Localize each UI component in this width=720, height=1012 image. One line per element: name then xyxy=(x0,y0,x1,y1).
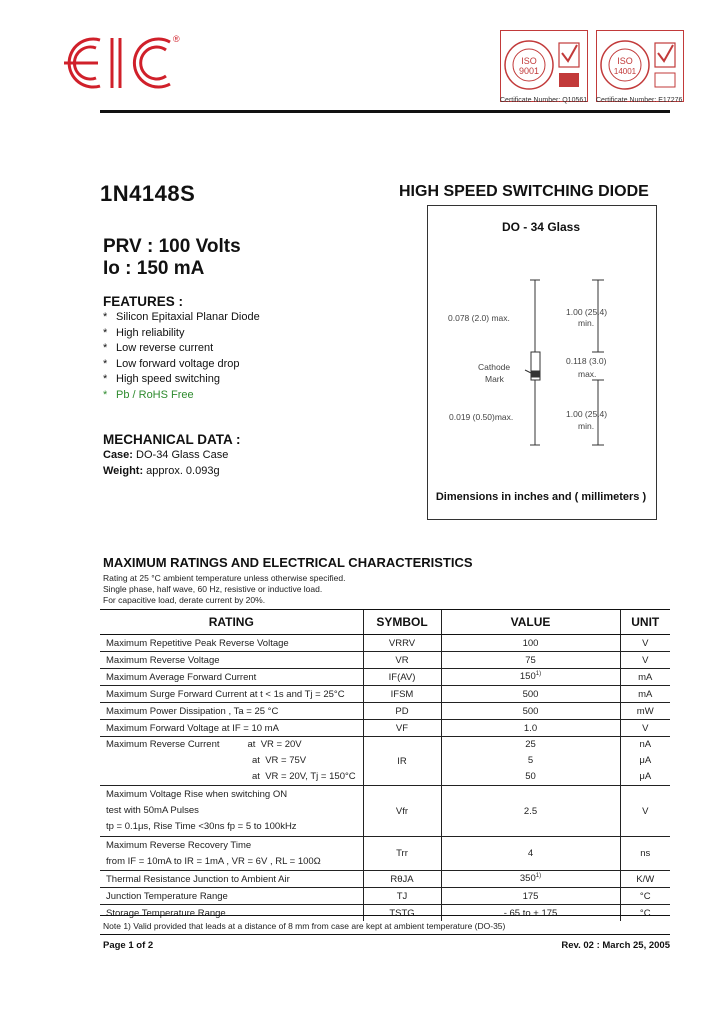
case-spec: Case: DO-34 Glass Case xyxy=(103,449,229,461)
dim-body-length: 0.118 (3.0) xyxy=(566,356,607,366)
feature-item: * High speed switching xyxy=(103,373,220,385)
iso9001-badge xyxy=(500,30,588,102)
cert2-num: 14001 xyxy=(613,67,637,76)
table-bottom-rule xyxy=(100,915,670,916)
dim-min-top: min. xyxy=(578,318,595,328)
diode-drawing xyxy=(427,240,655,490)
feature-item: * Low forward voltage drop xyxy=(103,358,240,370)
max-ratings-heading: MAXIMUM RATINGS AND ELECTRICAL CHARACTERISTICS xyxy=(103,555,473,570)
col-value: VALUE xyxy=(441,610,620,635)
feature-item: * Silicon Epitaxial Planar Diode xyxy=(103,311,260,323)
cathode-label: Cathode xyxy=(478,362,511,372)
table-row: Storage Temperature Range TSTG - 65 to + 175 °C xyxy=(100,905,670,922)
table-row: Junction Temperature Range TJ 175 °C xyxy=(100,888,670,905)
ratings-table xyxy=(100,609,670,921)
table-row: Maximum Reverse Voltage VR 75 V xyxy=(100,652,670,669)
cert2-iso: ISO xyxy=(617,56,633,66)
page-number: Page 1 of 2 xyxy=(103,940,154,951)
prv-rating: PRV : 100 Volts xyxy=(103,236,241,257)
col-rating: RATING xyxy=(100,610,363,635)
iso14001-badge xyxy=(596,30,684,102)
table-row-recovery: Maximum Reverse Recovery Time from IF = 10mA to IR = 1mA , VR = 6V , RL = 100Ω Trr 4 ns xyxy=(100,837,670,871)
dim-lead-length-top: 1.00 (25.4) xyxy=(566,307,608,317)
mark-label: Mark xyxy=(485,374,504,384)
table-row: Maximum Forward Voltage at IF = 10 mA VF 1.0 V xyxy=(100,720,670,737)
io-rating: Io : 150 mA xyxy=(103,258,205,279)
dim-lead-length-bottom: 1.00 (25.4) xyxy=(566,409,608,419)
mechanical-heading: MECHANICAL DATA : xyxy=(103,432,241,447)
eic-logo xyxy=(58,32,188,94)
header-rule xyxy=(100,110,670,113)
dim-min-bottom: min. xyxy=(578,421,595,431)
feature-item: * High reliability xyxy=(103,327,185,339)
cert1-iso: ISO xyxy=(521,56,537,66)
col-symbol: SYMBOL xyxy=(363,610,441,635)
footer-rule xyxy=(100,934,670,935)
registered-mark: ® xyxy=(173,34,180,44)
table-row: Maximum Average Forward Current IF(AV) 150$^{1)}$ mA xyxy=(100,669,670,686)
dim-lead-diameter: 0.078 (2.0) max. xyxy=(448,313,510,323)
footnote: Note 1) Valid provided that leads at a distance of 8 mm from case are kept at ambient temperature (DO-35) xyxy=(103,921,506,931)
features-heading: FEATURES : xyxy=(103,294,183,309)
table-header-row xyxy=(100,610,670,635)
feature-item: * Low reverse current xyxy=(103,342,214,354)
package-title: DO - 34 Glass xyxy=(501,220,581,234)
cert1-num: 9001 xyxy=(518,66,540,76)
device-subtitle: HIGH SPEED SWITCHING DIODE xyxy=(399,183,649,200)
table-row-reverse-current: Maximum Reverse Current at VR = 20V at VR = 75V at VR = 20V, Tj = 150°C IR 25 5 50 nA μA μA xyxy=(100,737,670,786)
weight-spec: Weight: approx. 0.093g xyxy=(103,465,220,477)
table-row: Thermal Resistance Junction to Ambient Air RθJA 350$^{1)}$ K/W xyxy=(100,871,670,888)
dimensions-caption: Dimensions in inches and ( millimeters ) xyxy=(435,491,647,503)
table-row: Maximum Power Dissipation , Ta = 25 °C PD 500 mW xyxy=(100,703,670,720)
feature-item-rohs: * Pb / RoHS Free xyxy=(103,389,194,401)
cert2-label: Certificate Number: E17276 xyxy=(596,97,683,104)
rating-notes: Rating at 25 °C ambient temperature unless otherwise specified. Single phase, half wave, 60 Hz, resistive or inductive load. For capacitive load, derate current by 20%. xyxy=(103,573,346,605)
table-row: Maximum Repetitive Peak Reverse Voltage VRRV 100 V xyxy=(100,635,670,652)
cert1-label: Certificate Number: Q10561 xyxy=(500,97,588,104)
revision-date: Rev. 02 : March 25, 2005 xyxy=(561,940,670,951)
col-unit: UNIT xyxy=(620,610,670,635)
dim-body-max: max. xyxy=(578,369,597,379)
table-row: Maximum Surge Forward Current at t < 1s and Tj = 25°C IFSM 500 mA xyxy=(100,686,670,703)
dim-wire-diameter: 0.019 (0.50)max. xyxy=(449,412,514,422)
table-row-voltage-rise: Maximum Voltage Rise when switching ON test with 50mA Pulses tp = 0.1μs, Rise Time <30ns fp = 5 to 100kHz Vfr 2.5 V xyxy=(100,786,670,837)
part-number: 1N4148S xyxy=(100,181,196,206)
